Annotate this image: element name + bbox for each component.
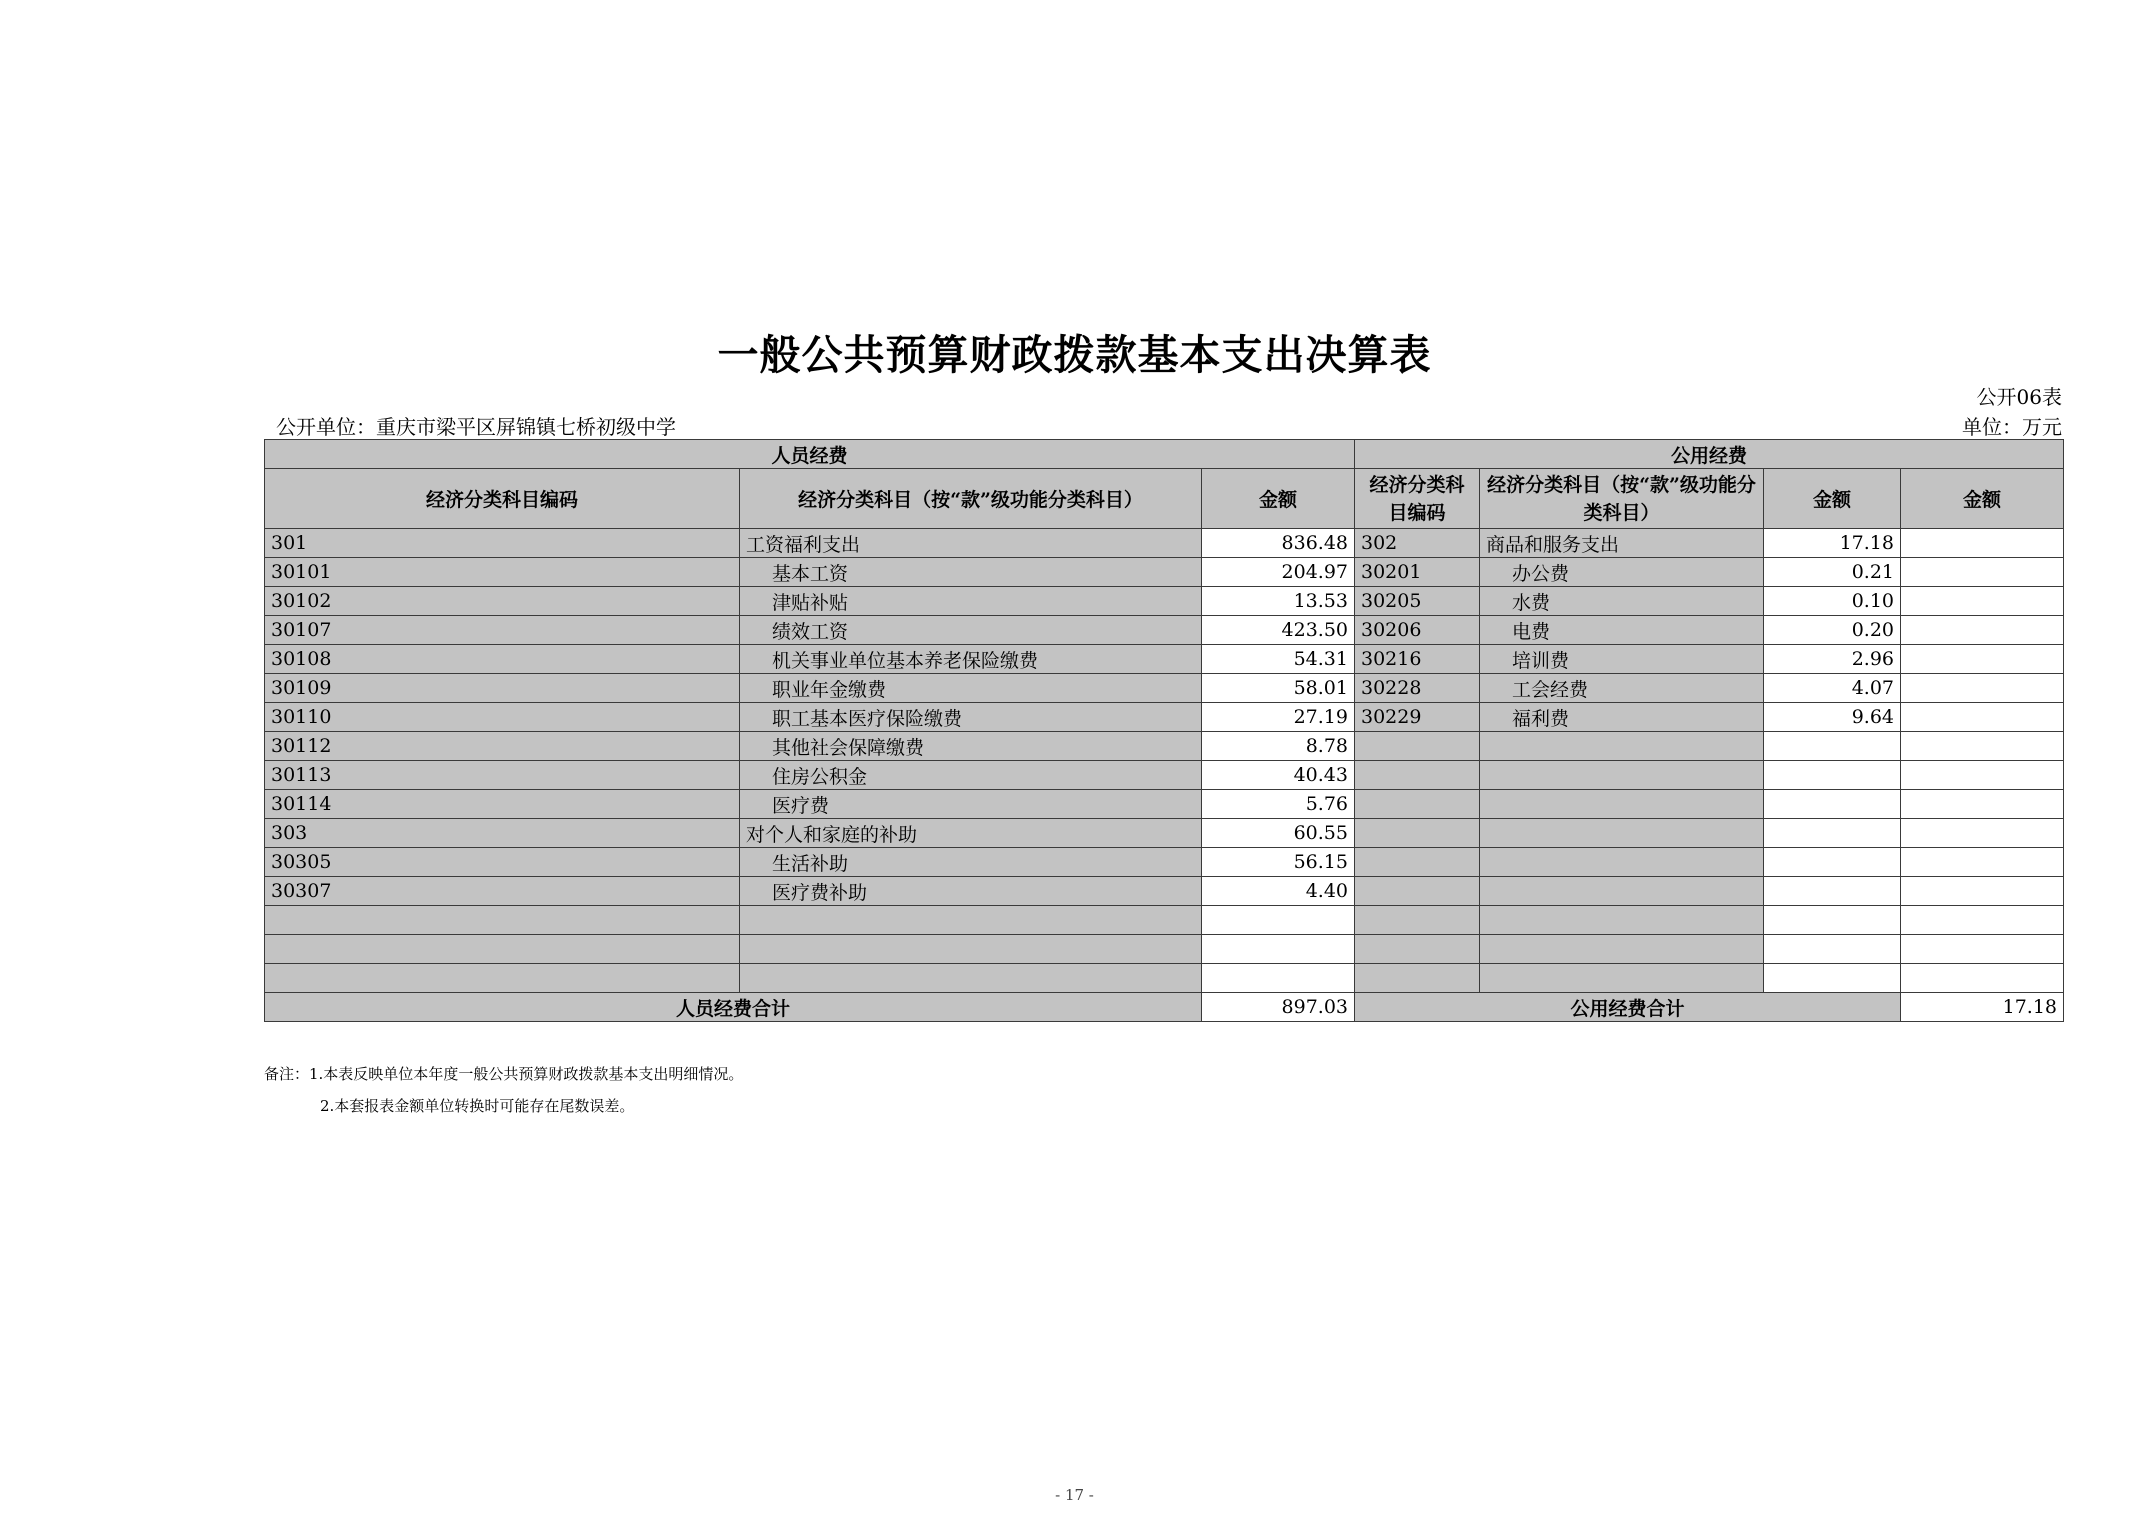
u-amount-cell xyxy=(1764,790,1901,819)
u-amount-2-cell xyxy=(1901,877,2064,906)
u-amount-2-cell xyxy=(1901,645,2064,674)
totals-row xyxy=(265,993,2064,1022)
u-code-cell xyxy=(1355,964,1480,993)
u-name-cell xyxy=(1480,935,1764,964)
table-row xyxy=(265,877,2064,906)
u-amount-2-cell xyxy=(1901,703,2064,732)
u-name-cell: 商品和服务支出 xyxy=(1480,529,1764,558)
u-code-cell xyxy=(1355,819,1480,848)
u-code-cell xyxy=(1355,906,1480,935)
u-name-cell: 水费 xyxy=(1480,587,1764,616)
u-name-cell xyxy=(1480,819,1764,848)
p-code-cell: 30108 xyxy=(265,645,740,674)
p-amount-cell: 4.40 xyxy=(1202,877,1355,906)
u-amount-2-cell xyxy=(1901,587,2064,616)
public-total-label: 公用经费合计 xyxy=(1355,993,1901,1022)
header-p-name: 经济分类科目（按“款”级功能分类科目） xyxy=(740,469,1202,529)
u-amount-cell xyxy=(1764,819,1901,848)
u-amount-2-cell xyxy=(1901,732,2064,761)
p-amount-cell: 423.50 xyxy=(1202,616,1355,645)
form-number: 公开06表 xyxy=(1976,385,2062,409)
table-row xyxy=(265,558,2064,587)
u-amount-cell: 2.96 xyxy=(1764,645,1901,674)
u-amount-2-cell xyxy=(1901,819,2064,848)
p-name-cell: 其他社会保障缴费 xyxy=(740,732,1202,761)
p-name-cell: 基本工资 xyxy=(740,558,1202,587)
p-amount-cell: 204.97 xyxy=(1202,558,1355,587)
p-code-cell: 30305 xyxy=(265,848,740,877)
p-amount-cell: 836.48 xyxy=(1202,529,1355,558)
p-name-cell: 津贴补贴 xyxy=(740,587,1202,616)
u-amount-2-cell xyxy=(1901,964,2064,993)
u-code-cell xyxy=(1355,877,1480,906)
table-row xyxy=(265,703,2064,732)
personnel-total-value: 897.03 xyxy=(1202,993,1355,1022)
u-amount-cell xyxy=(1764,964,1901,993)
u-amount-2-cell xyxy=(1901,761,2064,790)
header-p-amount: 金额 xyxy=(1202,469,1355,529)
u-amount-cell: 0.10 xyxy=(1764,587,1901,616)
p-name-cell: 机关事业单位基本养老保险缴费 xyxy=(740,645,1202,674)
u-amount-cell xyxy=(1764,877,1901,906)
group-personnel: 人员经费 xyxy=(265,440,1355,469)
page-title: 一般公共预算财政拨款基本支出决算表 xyxy=(717,331,1432,379)
p-amount-cell: 5.76 xyxy=(1202,790,1355,819)
p-code-cell: 301 xyxy=(265,529,740,558)
p-code-cell: 30114 xyxy=(265,790,740,819)
p-code-cell xyxy=(265,935,740,964)
group-public: 公用经费 xyxy=(1355,440,2064,469)
u-amount-cell: 0.20 xyxy=(1764,616,1901,645)
table-row xyxy=(265,906,2064,935)
p-code-cell: 30110 xyxy=(265,703,740,732)
p-name-cell: 医疗费补助 xyxy=(740,877,1202,906)
u-name-cell xyxy=(1480,761,1764,790)
group-header-row xyxy=(265,440,2064,469)
u-code-cell: 30216 xyxy=(1355,645,1480,674)
u-code-cell xyxy=(1355,848,1480,877)
p-name-cell xyxy=(740,964,1202,993)
p-code-cell: 30307 xyxy=(265,877,740,906)
u-name-cell xyxy=(1480,790,1764,819)
p-amount-cell: 56.15 xyxy=(1202,848,1355,877)
p-code-cell xyxy=(265,964,740,993)
budget-table xyxy=(264,439,2064,1022)
u-amount-cell xyxy=(1764,935,1901,964)
u-amount-cell xyxy=(1764,906,1901,935)
table-row xyxy=(265,819,2064,848)
p-name-cell xyxy=(740,935,1202,964)
p-code-cell: 30113 xyxy=(265,761,740,790)
table-row xyxy=(265,761,2064,790)
u-code-cell: 30228 xyxy=(1355,674,1480,703)
u-amount-2-cell xyxy=(1901,848,2064,877)
p-amount-cell: 13.53 xyxy=(1202,587,1355,616)
u-amount-2-cell xyxy=(1901,906,2064,935)
header-p-code: 经济分类科目编码 xyxy=(265,469,740,529)
table-row xyxy=(265,529,2064,558)
p-code-cell: 303 xyxy=(265,819,740,848)
p-code-cell: 30109 xyxy=(265,674,740,703)
p-name-cell xyxy=(740,906,1202,935)
p-name-cell: 工资福利支出 xyxy=(740,529,1202,558)
p-name-cell: 生活补助 xyxy=(740,848,1202,877)
u-name-cell: 办公费 xyxy=(1480,558,1764,587)
table-row xyxy=(265,645,2064,674)
p-amount-cell: 27.19 xyxy=(1202,703,1355,732)
u-code-cell xyxy=(1355,732,1480,761)
table-row xyxy=(265,935,2064,964)
currency-unit: 单位：万元 xyxy=(1962,415,2062,439)
p-code-cell: 30101 xyxy=(265,558,740,587)
u-name-cell xyxy=(1480,906,1764,935)
p-name-cell: 职业年金缴费 xyxy=(740,674,1202,703)
header-u-amount: 金额 xyxy=(1764,469,1901,529)
p-name-cell: 绩效工资 xyxy=(740,616,1202,645)
p-code-cell: 30112 xyxy=(265,732,740,761)
column-header-row xyxy=(265,469,2064,529)
p-name-cell: 住房公积金 xyxy=(740,761,1202,790)
u-code-cell: 30205 xyxy=(1355,587,1480,616)
note-2: 2.本套报表金额单位转换时可能存在尾数误差。 xyxy=(320,1097,635,1115)
u-code-cell: 302 xyxy=(1355,529,1480,558)
u-amount-cell: 4.07 xyxy=(1764,674,1901,703)
table-row xyxy=(265,964,2064,993)
u-name-cell: 电费 xyxy=(1480,616,1764,645)
p-name-cell: 对个人和家庭的补助 xyxy=(740,819,1202,848)
u-name-cell xyxy=(1480,964,1764,993)
u-name-cell xyxy=(1480,877,1764,906)
u-name-cell xyxy=(1480,732,1764,761)
header-u-amount-2: 金额 xyxy=(1901,469,2064,529)
p-code-cell: 30102 xyxy=(265,587,740,616)
p-code-cell xyxy=(265,906,740,935)
u-amount-2-cell xyxy=(1901,935,2064,964)
table-row xyxy=(265,616,2064,645)
u-amount-cell: 0.21 xyxy=(1764,558,1901,587)
public-total-value: 17.18 xyxy=(1901,993,2064,1022)
p-amount-cell xyxy=(1202,906,1355,935)
page-number: - 17 - xyxy=(1055,1486,1094,1504)
u-name-cell: 福利费 xyxy=(1480,703,1764,732)
notes xyxy=(264,1058,743,1122)
table-row xyxy=(265,848,2064,877)
u-name-cell: 培训费 xyxy=(1480,645,1764,674)
u-amount-2-cell xyxy=(1901,616,2064,645)
table-row xyxy=(265,587,2064,616)
header-u-name: 经济分类科目（按“款”级功能分类科目） xyxy=(1480,469,1764,529)
p-amount-cell: 60.55 xyxy=(1202,819,1355,848)
p-amount-cell xyxy=(1202,964,1355,993)
u-amount-2-cell xyxy=(1901,529,2064,558)
personnel-total-label: 人员经费合计 xyxy=(265,993,1202,1022)
header-u-code: 经济分类科目编码 xyxy=(1355,469,1480,529)
p-code-cell: 30107 xyxy=(265,616,740,645)
u-code-cell xyxy=(1355,761,1480,790)
u-amount-2-cell xyxy=(1901,790,2064,819)
reporting-unit: 公开单位：重庆市梁平区屏锦镇七桥初级中学 xyxy=(276,415,676,439)
u-code-cell xyxy=(1355,790,1480,819)
u-amount-2-cell xyxy=(1901,558,2064,587)
p-amount-cell: 58.01 xyxy=(1202,674,1355,703)
note-1: 备注：1.本表反映单位本年度一般公共预算财政拨款基本支出明细情况。 xyxy=(264,1065,744,1083)
table-row xyxy=(265,790,2064,819)
u-amount-cell xyxy=(1764,761,1901,790)
p-amount-cell: 54.31 xyxy=(1202,645,1355,674)
u-name-cell xyxy=(1480,848,1764,877)
table-row xyxy=(265,674,2064,703)
u-code-cell xyxy=(1355,935,1480,964)
table-row xyxy=(265,732,2064,761)
u-code-cell: 30229 xyxy=(1355,703,1480,732)
p-amount-cell: 8.78 xyxy=(1202,732,1355,761)
p-name-cell: 医疗费 xyxy=(740,790,1202,819)
u-amount-cell xyxy=(1764,732,1901,761)
p-amount-cell: 40.43 xyxy=(1202,761,1355,790)
p-name-cell: 职工基本医疗保险缴费 xyxy=(740,703,1202,732)
u-amount-cell: 17.18 xyxy=(1764,529,1901,558)
u-name-cell: 工会经费 xyxy=(1480,674,1764,703)
u-amount-2-cell xyxy=(1901,674,2064,703)
u-amount-cell: 9.64 xyxy=(1764,703,1901,732)
u-code-cell: 30206 xyxy=(1355,616,1480,645)
p-amount-cell xyxy=(1202,935,1355,964)
u-amount-cell xyxy=(1764,848,1901,877)
u-code-cell: 30201 xyxy=(1355,558,1480,587)
